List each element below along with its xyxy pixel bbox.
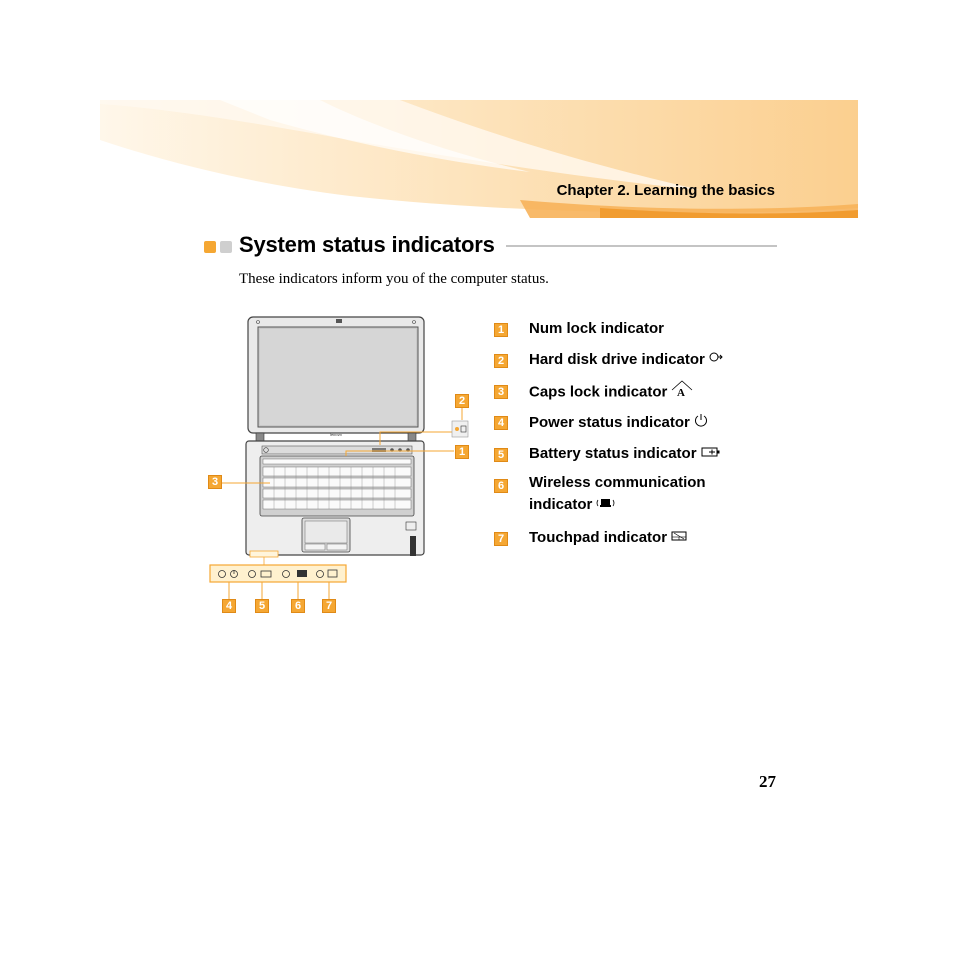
battery-icon — [701, 443, 721, 465]
power-icon — [694, 412, 708, 434]
wireless-icon — [596, 494, 616, 516]
intro-text: These indicators inform you of the computer status. — [239, 271, 549, 287]
legend-badge-7: 7 — [494, 532, 508, 546]
callout-badge-3: 3 — [208, 475, 222, 489]
section-bullet-orange — [204, 241, 216, 253]
callout-badge-4: 4 — [222, 599, 236, 613]
legend-badge-1: 1 — [494, 323, 508, 337]
hard-disk-icon — [709, 349, 723, 371]
callout-badge-5: 5 — [255, 599, 269, 613]
legend-badge-6: 6 — [494, 479, 508, 493]
legend-label-power: Power status indicator — [529, 412, 708, 434]
legend-badge-4: 4 — [494, 416, 508, 430]
legend-label-battery: Battery status indicator — [529, 443, 721, 465]
laptop-illustration — [200, 310, 490, 620]
legend-badge-3: 3 — [494, 385, 508, 399]
legend-label-caps-lock: Caps lock indicator A — [529, 380, 693, 405]
legend-label-hdd: Hard disk drive indicator — [529, 349, 723, 371]
legend-badge-2: 2 — [494, 354, 508, 368]
lid-brand-text: lenovo — [330, 432, 342, 437]
caps-lock-icon — [671, 380, 693, 405]
section-title: System status indicators — [239, 232, 495, 257]
section-rule — [506, 245, 777, 247]
header-banner — [100, 100, 858, 218]
callout-badge-1: 1 — [455, 445, 469, 459]
legend-label-num-lock: Num lock indicator — [529, 320, 665, 337]
callout-badge-2: 2 — [455, 394, 469, 408]
touchpad-icon — [671, 527, 687, 549]
page-number: 27 — [759, 772, 776, 791]
callout-badge-7: 7 — [322, 599, 336, 613]
legend-label-touchpad: Touchpad indicator — [529, 527, 687, 549]
section-bullet-gray — [220, 241, 232, 253]
callout-badge-6: 6 — [291, 599, 305, 613]
chapter-heading: Chapter 2. Learning the basics — [556, 182, 775, 199]
legend-label-wireless: Wireless communication indicator — [529, 472, 706, 516]
legend-badge-5: 5 — [494, 448, 508, 462]
svg-text:A: A — [677, 387, 686, 398]
